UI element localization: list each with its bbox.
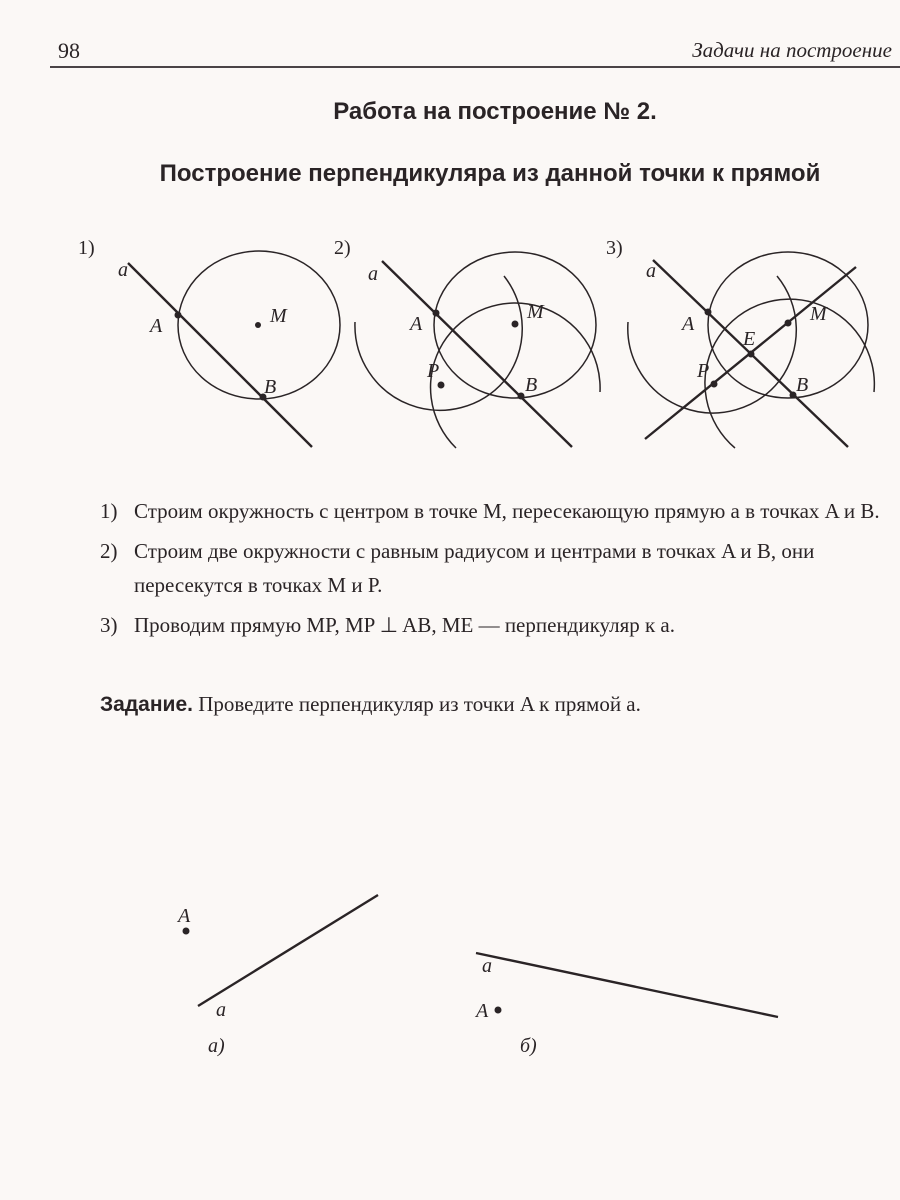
- svg-text:a: a: [118, 259, 128, 281]
- page-subtitle: Построение перпендикуляра из данной точки к прямой: [159, 160, 821, 187]
- page-number: 98: [58, 38, 80, 63]
- figure-2: [334, 237, 600, 448]
- page-title: Работа на построение № 2.: [333, 98, 657, 125]
- figure-2-label: 2): [334, 237, 351, 259]
- svg-text:a: a: [368, 263, 378, 285]
- step-text: Проводим прямую MP, MP ⊥ AB, ME — перпендикуляр к a.: [134, 613, 675, 637]
- exercise-a: [176, 895, 378, 1057]
- task-label: Задание.: [100, 693, 193, 716]
- svg-text:P: P: [427, 360, 440, 382]
- running-title: Задачи на построение: [692, 38, 892, 62]
- exercise-b: [474, 953, 778, 1057]
- svg-text:A: A: [410, 313, 423, 335]
- figure-1-label: 1): [78, 237, 95, 259]
- svg-text:B: B: [264, 376, 277, 398]
- task-text: Проведите перпендикуляр из точки A к прямой a.: [198, 692, 641, 716]
- svg-text:M: M: [810, 303, 827, 325]
- svg-text:B: B: [525, 374, 538, 396]
- svg-text:B: B: [796, 374, 809, 396]
- svg-text:б): б): [520, 1035, 537, 1057]
- svg-text:а): а): [208, 1035, 225, 1057]
- svg-text:A: A: [178, 905, 191, 927]
- svg-text:a: a: [482, 955, 492, 977]
- svg-text:A: A: [476, 1000, 489, 1022]
- step-text: Строим две окружности с равным радиусом и центрами в точках A и B, они пересекутся в точках M и P.: [134, 539, 815, 597]
- svg-text:A: A: [150, 315, 163, 337]
- step-1: 1) Строим окружность с центром в точке M, пересекающую прямую a в точках A и B.: [100, 494, 900, 528]
- step-3: 3) Проводим прямую MP, MP ⊥ AB, ME — перпендикуляр к a.: [100, 608, 900, 642]
- svg-text:M: M: [527, 301, 544, 323]
- task: [100, 692, 641, 717]
- svg-text:A: A: [682, 313, 695, 335]
- svg-text:P: P: [697, 360, 710, 382]
- step-text: Строим окружность с центром в точке M, пересекающую прямую a в точках A и B.: [134, 499, 880, 523]
- figure-1: [78, 237, 340, 447]
- svg-text:a: a: [216, 999, 226, 1021]
- steps-list: [100, 494, 900, 648]
- svg-text:M: M: [270, 305, 287, 327]
- svg-text:a: a: [646, 260, 656, 282]
- svg-text:E: E: [743, 328, 756, 350]
- figure-3-label: 3): [606, 237, 623, 259]
- step-2: 2) Строим две окружности с равным радиусом и центрами в точках A и B, они пересекутся в точках M и P.: [100, 534, 900, 602]
- figure-3: [606, 237, 874, 448]
